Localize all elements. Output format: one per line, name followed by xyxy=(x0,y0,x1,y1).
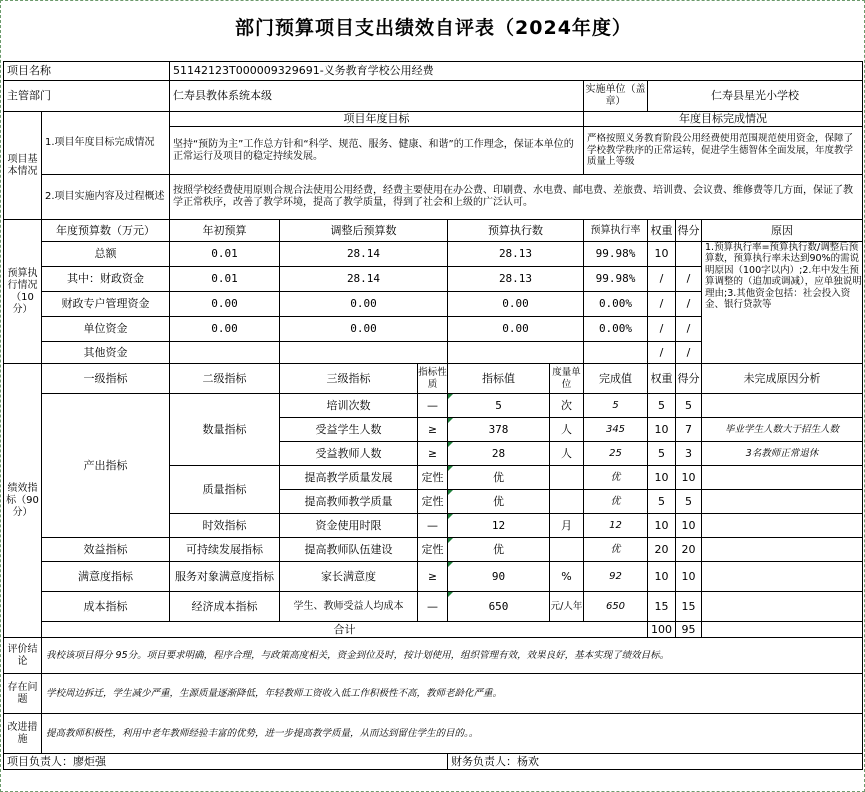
perf-cell-done: 12 xyxy=(584,514,648,538)
perf-cell-weight: 10 xyxy=(648,514,676,538)
budget-cell-executed: 28.13 xyxy=(448,242,584,267)
perf-cost-done: 650 xyxy=(584,592,648,622)
perf-cell-l3: 受益教师人数 xyxy=(280,442,418,466)
perf-cell-weight: 5 xyxy=(648,490,676,514)
impl-unit-label: 实施单位（盖章） xyxy=(584,81,648,112)
row-project-name xyxy=(4,62,863,81)
perf-cell-reason xyxy=(702,394,863,418)
budget-cell-rate: 0.00% xyxy=(584,292,648,317)
row-basic-headers xyxy=(4,112,863,127)
budget-cell-name: 单位资金 xyxy=(42,317,170,342)
perf-effect-done: 优 xyxy=(584,538,648,562)
measures-text: 提高教师积极性，利用中老年教师经验丰富的优势，进一步提高教学质量，从而达到留住学生的目的。。 xyxy=(42,714,863,754)
leader-cell xyxy=(4,754,448,770)
perf-cell-nature: 定性 xyxy=(418,466,448,490)
budget-cell-adjusted: 28.14 xyxy=(280,267,448,292)
perf-h-reason: 未完成原因分析 xyxy=(702,364,863,394)
perf-cost-score: 15 xyxy=(676,592,702,622)
perf-cell-done: 5 xyxy=(584,394,648,418)
total-score: 95 xyxy=(676,622,702,638)
budget-cell-rate: 99.98% xyxy=(584,242,648,267)
perf-cell-unit: 人 xyxy=(550,442,584,466)
perf-cell-nature: — xyxy=(418,394,448,418)
basic-row2-text: 按照学校经费使用原则合规合法使用公用经费，经费主要使用在办公费、印刷费、水电费、邮电费、差旅费、培训费、会议费、维修费等几方面，保证了教学正常秩序，改善了教学环境，提高了教学质量，得到了社会和上级的广泛认可。 xyxy=(170,175,863,220)
perf-cell-value: 优 xyxy=(448,466,550,490)
budget-cell-score: / xyxy=(676,317,702,342)
row-department xyxy=(4,81,863,112)
budget-h-executed: 预算执行数 xyxy=(448,220,584,242)
budget-cell-adjusted xyxy=(280,342,448,364)
perf-sat-l2: 服务对象满意度指标 xyxy=(170,562,280,592)
row-issues xyxy=(4,674,863,714)
project-name-value: 51142123T000009329691-义务教育学校公用经费 xyxy=(170,62,863,81)
perf-cell-unit xyxy=(550,466,584,490)
perf-cell-score: 7 xyxy=(676,418,702,442)
department-value: 仁寿县教体系统本级 xyxy=(170,81,584,112)
budget-h-adjusted: 调整后预算数 xyxy=(280,220,448,242)
perf-sat-weight: 10 xyxy=(648,562,676,592)
budget-cell-initial: 0.00 xyxy=(170,317,280,342)
budget-cell-score: / xyxy=(676,292,702,317)
perf-effect-weight: 20 xyxy=(648,538,676,562)
budget-reason-text: 1.预算执行率=预算执行数/调整后预算数，预算执行率未达到90%的需说明原因（100字以内）;2.年中发生预算调整的（追加或调减），应单独说明理由;3.其他资金包括：社会投入资金、银行贷款等 xyxy=(705,242,862,310)
basic-row1-done-text: 严格按照义务教育阶段公用经费使用范围规范使用资金，保障了学校教学秩序的正常运转，促进学生德智体全面发展，年度教学质量上等级 xyxy=(587,133,854,168)
basic-row2-label: 2.项目实施内容及过程概述 xyxy=(42,175,170,220)
basic-row1-done xyxy=(584,127,863,175)
perf-cell-value: 12 xyxy=(448,514,550,538)
budget-cell-score: / xyxy=(676,342,702,364)
perf-row-total xyxy=(4,622,863,638)
perf-cell-weight: 10 xyxy=(648,466,676,490)
basic-done-header: 年度目标完成情况 xyxy=(584,112,863,127)
budget-reason-cell xyxy=(702,242,863,364)
budget-cell-initial: 0.00 xyxy=(170,292,280,317)
perf-h-value: 指标值 xyxy=(448,364,550,394)
perf-effect-l1: 效益指标 xyxy=(42,538,170,562)
budget-cell-executed: 0.00 xyxy=(448,317,584,342)
budget-h-initial: 年初预算 xyxy=(170,220,280,242)
budget-cell-weight: / xyxy=(648,317,676,342)
perf-cell-reason xyxy=(702,490,863,514)
perf-h-l1: 一级指标 xyxy=(42,364,170,394)
basic-section-label: 项目基本情况 xyxy=(4,112,42,220)
perf-sat-done: 92 xyxy=(584,562,648,592)
leader-name: 廖炬强 xyxy=(73,754,106,768)
perf-cell-score: 10 xyxy=(676,466,702,490)
perf-sat-l1: 满意度指标 xyxy=(42,562,170,592)
perf-cell-unit xyxy=(550,490,584,514)
budget-cell-adjusted: 0.00 xyxy=(280,317,448,342)
budget-cell-executed: 0.00 xyxy=(448,292,584,317)
evaluation-table xyxy=(3,61,863,770)
perf-sat-l3: 家长满意度 xyxy=(280,562,418,592)
perf-cell-l3: 资金使用时限 xyxy=(280,514,418,538)
budget-cell-rate: 99.98% xyxy=(584,267,648,292)
perf-cell-score: 5 xyxy=(676,394,702,418)
row-budget-headers xyxy=(4,220,863,242)
perf-cell-weight: 10 xyxy=(648,418,676,442)
finance-cell xyxy=(448,754,863,770)
perf-h-l3: 三级指标 xyxy=(280,364,418,394)
perf-cell-unit: 月 xyxy=(550,514,584,538)
perf-cell-weight: 5 xyxy=(648,394,676,418)
total-weight: 100 xyxy=(648,622,676,638)
budget-cell-weight: / xyxy=(648,267,676,292)
perf-sat-reason xyxy=(702,562,863,592)
row-basic-2 xyxy=(4,175,863,220)
perf-row xyxy=(4,394,863,418)
perf-h-done: 完成值 xyxy=(584,364,648,394)
perf-cell-score: 5 xyxy=(676,490,702,514)
perf-cost-weight: 15 xyxy=(648,592,676,622)
budget-h-score: 得分 xyxy=(676,220,702,242)
perf-section-label: 绩效指标（90分） xyxy=(4,364,42,638)
perf-row-satisfaction xyxy=(4,562,863,592)
perf-cell-score: 10 xyxy=(676,514,702,538)
perf-l2-time: 时效指标 xyxy=(170,514,280,538)
budget-cell-name: 总额 xyxy=(42,242,170,267)
perf-cost-nature: — xyxy=(418,592,448,622)
perf-h-weight: 权重 xyxy=(648,364,676,394)
budget-cell-score xyxy=(676,242,702,267)
perf-effect-score: 20 xyxy=(676,538,702,562)
issues-label: 存在问题 xyxy=(4,674,42,714)
page-title: 部门预算项目支出绩效自评表（2024年度） xyxy=(235,17,632,39)
budget-cell-name: 其他资金 xyxy=(42,342,170,364)
budget-h-name: 年度预算数（万元） xyxy=(42,220,170,242)
budget-cell-executed: 28.13 xyxy=(448,267,584,292)
budget-row xyxy=(4,242,863,267)
perf-cell-value: 378 xyxy=(448,418,550,442)
conclusion-text: 我校该项目得分 95分。项目要求明确，程序合理，与政策高度相关，资金到位及时，按计划使用，组织管理有效，效果良好，基本实现了绩效目标。 xyxy=(42,638,863,674)
budget-h-weight: 权重 xyxy=(648,220,676,242)
budget-cell-rate xyxy=(584,342,648,364)
perf-sat-value: 90 xyxy=(448,562,550,592)
perf-cost-l3: 学生、教师受益人均成本 xyxy=(280,592,418,622)
project-name-label: 项目名称 xyxy=(4,62,170,81)
perf-cell-nature: — xyxy=(418,514,448,538)
issues-text: 学校周边拆迁，学生减少严重，生源质量逐渐降低，年轻教师工资收入低工作积极性不高，教师老龄化严重。 xyxy=(42,674,863,714)
perf-h-l2: 二级指标 xyxy=(170,364,280,394)
budget-cell-rate: 0.00% xyxy=(584,317,648,342)
perf-cell-unit: 次 xyxy=(550,394,584,418)
budget-cell-score: / xyxy=(676,267,702,292)
basic-target-header: 项目年度目标 xyxy=(170,112,584,127)
perf-cell-nature: ≥ xyxy=(418,418,448,442)
perf-cost-reason xyxy=(702,592,863,622)
budget-cell-adjusted: 0.00 xyxy=(280,292,448,317)
basic-row1-label: 1.项目年度目标完成情况 xyxy=(42,112,170,175)
leader-label: 项目负责人： xyxy=(7,754,73,768)
budget-cell-adjusted: 28.14 xyxy=(280,242,448,267)
perf-cell-nature: ≥ xyxy=(418,442,448,466)
perf-effect-unit xyxy=(550,538,584,562)
perf-cell-l3: 提高教师教学质量 xyxy=(280,490,418,514)
perf-cell-l3: 培训次数 xyxy=(280,394,418,418)
perf-effect-nature: 定性 xyxy=(418,538,448,562)
budget-cell-executed xyxy=(448,342,584,364)
perf-sat-nature: ≥ xyxy=(418,562,448,592)
conclusion-label: 评价结论 xyxy=(4,638,42,674)
perf-effect-l3: 提高教师队伍建设 xyxy=(280,538,418,562)
department-label: 主管部门 xyxy=(4,81,170,112)
basic-row1-target: 坚持“预防为主”工作总方针和“科学、规范、服务、健康、和谐”的工作理念，保证本单位的正常运行及项目的稳定持续发展。 xyxy=(170,127,584,175)
budget-cell-initial xyxy=(170,342,280,364)
row-footer xyxy=(4,754,863,770)
perf-cell-l3: 受益学生人数 xyxy=(280,418,418,442)
perf-cell-done: 优 xyxy=(584,466,648,490)
perf-cell-weight: 5 xyxy=(648,442,676,466)
perf-cell-reason xyxy=(702,514,863,538)
perf-l2-quantity: 数量指标 xyxy=(170,394,280,466)
perf-cell-reason: 3名教师正常退休 xyxy=(702,442,863,466)
row-perf-headers xyxy=(4,364,863,394)
budget-section-label: 预算执行情况（10分） xyxy=(4,220,42,364)
perf-sat-score: 10 xyxy=(676,562,702,592)
perf-sat-unit: % xyxy=(550,562,584,592)
perf-row-cost xyxy=(4,592,863,622)
budget-h-reason: 原因 xyxy=(702,220,863,242)
budget-cell-initial: 0.01 xyxy=(170,242,280,267)
budget-cell-name: 其中：财政资金 xyxy=(42,267,170,292)
perf-cell-score: 3 xyxy=(676,442,702,466)
perf-cell-done: 优 xyxy=(584,490,648,514)
perf-effect-reason xyxy=(702,538,863,562)
budget-cell-initial: 0.01 xyxy=(170,267,280,292)
perf-cost-l2: 经济成本指标 xyxy=(170,592,280,622)
perf-effect-l2: 可持续发展指标 xyxy=(170,538,280,562)
perf-cell-l3: 提高教学质量发展 xyxy=(280,466,418,490)
perf-effect-value: 优 xyxy=(448,538,550,562)
perf-cell-value: 28 xyxy=(448,442,550,466)
perf-cell-value: 优 xyxy=(448,490,550,514)
perf-row-effect xyxy=(4,538,863,562)
perf-cell-reason: 毕业学生人数大于招生人数 xyxy=(702,418,863,442)
budget-cell-name: 财政专户管理资金 xyxy=(42,292,170,317)
perf-l1-output: 产出指标 xyxy=(42,394,170,538)
perf-cost-l1: 成本指标 xyxy=(42,592,170,622)
perf-h-score: 得分 xyxy=(676,364,702,394)
row-measures xyxy=(4,714,863,754)
perf-h-unit: 度量单位 xyxy=(550,364,584,394)
total-label: 合计 xyxy=(42,622,648,638)
perf-cell-unit: 人 xyxy=(550,418,584,442)
row-conclusion xyxy=(4,638,863,674)
finance-name: 杨欢 xyxy=(517,754,539,768)
perf-cell-value: 5 xyxy=(448,394,550,418)
perf-cell-done: 25 xyxy=(584,442,648,466)
measures-label: 改进措施 xyxy=(4,714,42,754)
budget-cell-weight: / xyxy=(648,292,676,317)
perf-cell-done: 345 xyxy=(584,418,648,442)
perf-cost-value: 650 xyxy=(448,592,550,622)
perf-cost-unit: 元/人年 xyxy=(550,592,584,622)
impl-unit-value: 仁寿县星光小学校 xyxy=(648,81,863,112)
finance-label: 财务负责人： xyxy=(451,754,517,768)
perf-l2-quality: 质量指标 xyxy=(170,466,280,514)
total-reason-blank xyxy=(702,622,863,638)
budget-cell-weight: / xyxy=(648,342,676,364)
perf-h-nature: 指标性质 xyxy=(418,364,448,394)
perf-cell-nature: 定性 xyxy=(418,490,448,514)
budget-cell-weight: 10 xyxy=(648,242,676,267)
perf-cell-reason xyxy=(702,466,863,490)
budget-h-rate: 预算执行率 xyxy=(584,220,648,242)
